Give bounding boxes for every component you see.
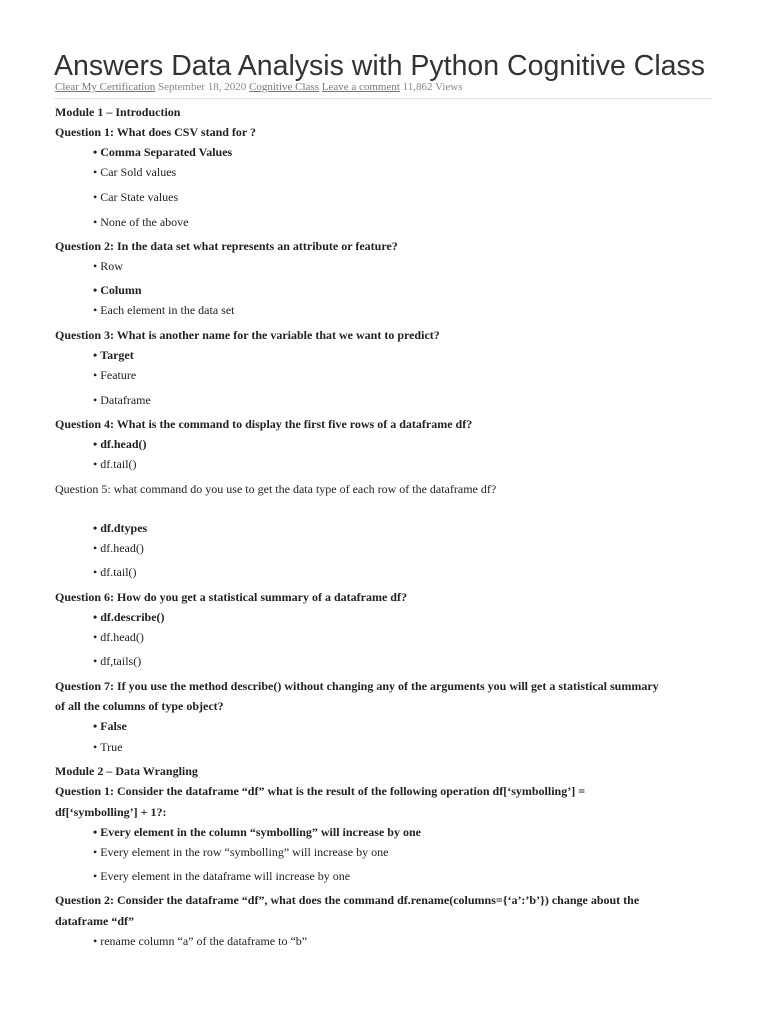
answer-option: • df.head(): [93, 436, 768, 452]
post-date: September 18, 2020: [157, 81, 247, 93]
question: Question 7: If you use the method describe() without changing any of the arguments you will get a statistical summary: [55, 679, 659, 693]
question: Question 2: In the data set what represents an attribute or feature?: [55, 239, 398, 253]
answer-option: • Car State values: [93, 189, 768, 205]
category-link[interactable]: Cognitive Class: [249, 81, 319, 93]
answer-option: • Dataframe: [93, 392, 768, 408]
module-heading: Module 2 – Data Wrangling: [55, 764, 198, 778]
question-continued: of all the columns of type object?: [55, 699, 224, 713]
question: Question 5: what command do you use to get the data type of each row of the dataframe df?: [55, 482, 497, 496]
module-heading: Module 1 – Introduction: [55, 105, 181, 119]
header-divider: [54, 98, 712, 99]
answer-option: • None of the above: [93, 214, 768, 230]
answer-option: • Every element in the column “symbolling” will increase by one: [93, 824, 768, 840]
answer-option: • Column: [93, 282, 768, 298]
view-count: 11,862 Views: [402, 81, 463, 93]
post-meta: [55, 80, 745, 94]
question-continued: dataframe “df”: [55, 914, 134, 928]
author-link[interactable]: Clear My Certification: [55, 81, 156, 93]
question: Question 1: Consider the dataframe “df” what is the result of the following operation df[‘symbolling’] =: [55, 784, 586, 798]
answer-option: • df,tails(): [93, 653, 768, 669]
answer-option: • True: [93, 739, 768, 755]
comment-link[interactable]: Leave a comment: [321, 81, 400, 93]
answer-option: • Comma Separated Values: [93, 144, 768, 160]
answer-option: • df.head(): [93, 629, 768, 645]
page-title: Answers Data Analysis with Python Cognitive Class: [54, 50, 706, 82]
answer-option: • Row: [93, 258, 768, 274]
question: Question 3: What is another name for the variable that we want to predict?: [55, 328, 440, 342]
question: Question 6: How do you get a statistical summary of a dataframe df?: [55, 590, 407, 604]
answer-option: • Car Sold values: [93, 164, 768, 180]
answer-option: • Feature: [93, 367, 768, 383]
answer-option: • Every element in the dataframe will increase by one: [93, 868, 768, 884]
question-continued: df[‘symbolling’] + 1?:: [55, 805, 167, 819]
answer-option: • False: [93, 718, 768, 734]
question: Question 2: Consider the dataframe “df”, what does the command df.rename(columns={‘a’:’b’}) change about the: [55, 893, 640, 907]
question: Question 1: What does CSV stand for ?: [55, 125, 257, 139]
answer-option: • rename column “a” of the dataframe to “b”: [93, 933, 768, 949]
answer-option: • df.describe(): [93, 609, 768, 625]
answer-option: • df.dtypes: [93, 520, 768, 536]
answer-option: • df.head(): [93, 540, 768, 556]
answer-option: • Target: [93, 347, 768, 363]
question: Question 4: What is the command to display the first five rows of a dataframe df?: [55, 417, 473, 431]
answer-option: • df.tail(): [93, 564, 768, 580]
answer-option: • Each element in the data set: [93, 302, 768, 318]
answer-option: • Every element in the row “symbolling” will increase by one: [93, 844, 768, 860]
answer-option: • df.tail(): [93, 456, 768, 472]
